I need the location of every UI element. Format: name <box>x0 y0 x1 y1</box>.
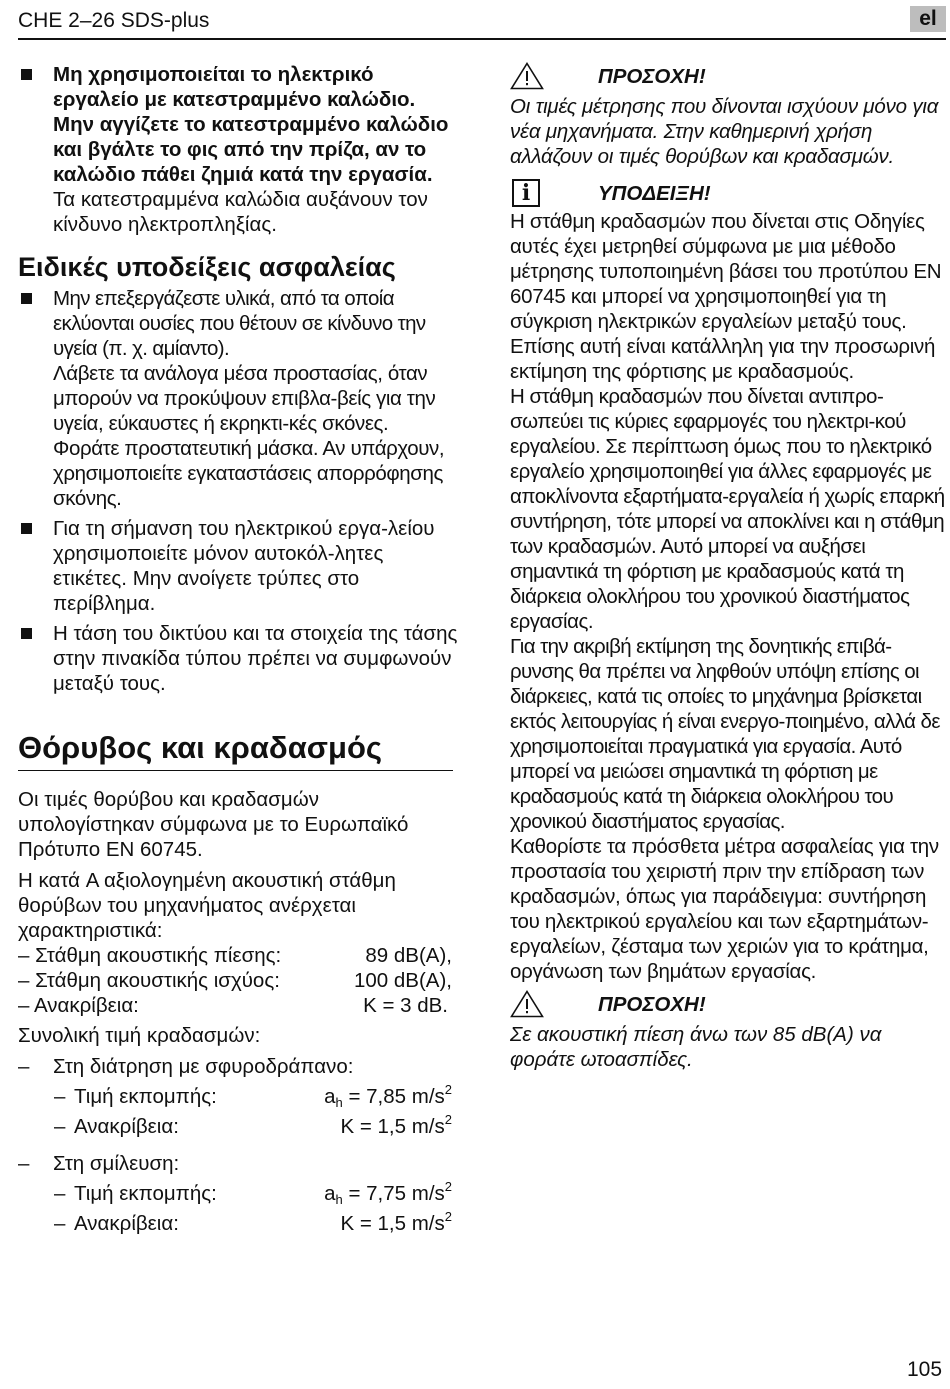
left-column <box>18 62 458 1236</box>
hazard-text-a: Μην επεξεργάζεστε υλικά, από τα οποία εκλύονται ουσίες που θέτουν σε κίνδυνο την υγεία (π. χ. αμίαντο). <box>53 287 426 360</box>
note-paragraph-1: Η στάθμη κραδασμών που δίνεται στις Οδηγίες αυτές έχει μετρηθεί σύμφωνα με μια μέθοδο μέτρησης τυποποιημένη βάσει του προτύπου EN 60745 και μπορεί να χρησιμοποιηθεί για τη σύγκριση ηλεκτρικών εργαλείων μεταξύ τους. Επίσης αυτή είναι κατάλληλη για την προσωρινή εκτίμηση της φόρτισης με κραδασμούς. <box>510 210 942 383</box>
dash: – <box>18 1152 30 1175</box>
noise-row-value: K = 3 dB. <box>363 994 448 1017</box>
dash: – <box>54 1085 66 1108</box>
language-badge: el <box>910 6 946 32</box>
dash: – <box>18 1055 30 1078</box>
vibration-row-emission <box>18 1181 458 1206</box>
vibration-row-label: Ανακρίβεια: <box>74 1212 179 1235</box>
bullet-square-icon <box>21 69 32 80</box>
caution-title: ΠΡΟΣΟΧΗ! <box>598 65 706 88</box>
warning-triangle-icon <box>510 62 544 90</box>
noise-row-label: – Στάθμη ακουστικής ισχύος: <box>18 969 280 992</box>
heading-special-safety: Ειδικές υποδείξεις ασφαλείας <box>18 252 396 282</box>
document-title: CHE 2–26 SDS-plus <box>18 9 210 32</box>
caution-header <box>510 62 948 92</box>
dash: – <box>54 1115 66 1138</box>
vibration-group-chiselling <box>18 1151 458 1176</box>
vibration-row-value: $a_h = 7,75$ $m/s^2$ <box>324 1179 452 1207</box>
dash: – <box>54 1182 66 1205</box>
page-number: 105 <box>907 1358 943 1381</box>
noise-level-paragraph: Η κατά A αξιολογημένη ακουστική στάθμη θορύβων του μηχανήματος ανέρχεται χαρακτηριστικά: <box>18 869 396 942</box>
bullet-square-icon <box>21 523 32 534</box>
vibration-group-hammer-drilling <box>18 1054 458 1079</box>
bullet-square-icon <box>21 628 32 639</box>
caution-title: ΠΡΟΣΟΧΗ! <box>598 993 706 1016</box>
caution-text-hearing: Σε ακουστική πίεση άνω των 85 dB(A) να φοράτε ωτοασπίδες. <box>510 1023 882 1071</box>
vibration-total-title: Συνολική τιμή κραδασμών: <box>18 1024 261 1047</box>
header-divider <box>18 38 946 40</box>
vibration-row-uncertainty <box>18 1114 458 1139</box>
vibration-row-value: K = 1,5 $m/s^2$ <box>340 1112 452 1138</box>
noise-row-uncertainty <box>18 993 458 1018</box>
noise-row-label: – Στάθμη ακουστικής πίεσης: <box>18 944 282 967</box>
vibration-row-label: Τιμή εκπομπής: <box>74 1085 217 1108</box>
note-paragraph-2: Η στάθμη κραδασμών που δίνεται αντιπρο-σωπεύει τις κύριες εφαρμογές του ηλεκτρι-κού εργαλείου. Σε περίπτωση όμως που το ηλεκτρικό εργαλείο χρησιμοποιηθεί για άλλες εφαρμογές με αποκλίνοντα εξαρτήματα-εργαλεία ή χωρίς επαρκή συντήρηση, τότε μπορεί να αποκλίνει και η στάθμη των κραδασμών. Αυτό μπορεί να αυξήσει σημαντικά τη φόρτιση με κραδασμούς κατά τη διάρκεια ολοκλήρου του χρονικού διαστήματος εργασίας. <box>510 385 945 633</box>
warning-bold-text: Μη χρησιμοποιείται το ηλεκτρικό εργαλείο με κατεστραμμένο καλώδιο. Μην αγγίζετε το κατεστραμμένο καλώδιο και βγάλτε το φις από την πρίζα, αν το καλώδιο πάθει ζημιά κατά την εργασία. <box>53 63 449 186</box>
bullet-labels <box>18 516 458 616</box>
warning-normal-text: Τα κατεστραμμένα καλώδια αυξάνουν τον κίνδυνο ηλεκτροπληξίας. <box>53 188 428 236</box>
note-title: ΥΠΟΔΕΙΞΗ! <box>598 182 711 205</box>
vibration-row-emission <box>18 1084 458 1109</box>
heading-noise-vibration: Θόρυβος και κραδασμός <box>18 730 383 765</box>
vibration-group-title: Στη διάτρηση με σφυροδράπανο: <box>53 1055 354 1078</box>
noise-row-label: – Ανακρίβεια: <box>18 994 139 1017</box>
vibration-row-label: Τιμή εκπομπής: <box>74 1182 217 1205</box>
note-header <box>510 179 948 209</box>
vibration-row-value: $a_h = 7,85$ $m/s^2$ <box>324 1082 452 1110</box>
voltage-text: Η τάση του δικτύου και τα στοιχεία της τάσης στην πινακίδα τύπου πρέπει να συμφωνούν μεταξύ τους. <box>53 622 458 695</box>
vibration-row-label: Ανακρίβεια: <box>74 1115 179 1138</box>
note-paragraph-3: Για την ακριβή εκτίμηση της δονητικής επιβά-ρυνσης θα πρέπει να ληφθούν υπόψη επίσης οι διάρκειες, κατά τις οποίες το μηχάνημα βρίσκεται εκτός λειτουργίας ή είναι ενεργο-ποιημένο, αλλά δε χρησιμοποιείται πραγματικά για εργασία. Αυτό μπορεί να μειώσει σημαντικά τη φόρτιση με κραδασμούς κατά τη διάρκεια ολοκλήρου του χρονικού διαστήματος εργασίας. <box>510 635 940 833</box>
noise-row-value: 100 dB(A), <box>354 969 452 992</box>
bullet-square-icon <box>21 293 32 304</box>
noise-row-value: 89 dB(A), <box>365 944 452 967</box>
caution-header-2 <box>510 990 948 1020</box>
vibration-group-title: Στη σμίλευση: <box>53 1152 180 1175</box>
noise-standard-paragraph: Οι τιμές θορύβου και κραδασμών υπολογίστηκαν σύμφωνα με το Ευρωπαϊκό Πρότυπο EN 60745. <box>18 788 409 861</box>
bullet-voltage <box>18 621 458 696</box>
section-divider <box>18 770 453 771</box>
warning-triangle-icon <box>510 990 544 1018</box>
vibration-row-value: K = 1,5 $m/s^2$ <box>340 1209 452 1235</box>
bullet-damaged-cable <box>18 62 458 237</box>
right-column <box>510 62 948 1072</box>
note-paragraph-4: Καθορίστε τα πρόσθετα μέτρα ασφαλείας για την προστασία του χειριστή πριν την επίδραση των κραδασμών, όπως για παράδειγμα: συντήρηση του ηλεκτρικού εργαλείου και των εξαρτημάτων-εργαλείων, ζέσταμα των χεριών για το κράτημα, οργάνωση των βημάτων εργασίας. <box>510 835 939 983</box>
dash: – <box>54 1212 66 1235</box>
noise-row-power <box>18 968 458 993</box>
noise-row-pressure <box>18 943 458 968</box>
hazard-text-b: Λάβετε τα ανάλογα μέσα προστασίας, όταν μπορούν να προκύψουν επιβλα-βείς για την υγεία, εύκαυστες ή εκρηκτι-κές σκόνες. Φοράτε προστατευτική μάσκα. Αν υπάρχουν, χρησιμοποιείτε εγκαταστάσεις απορρόφησης σκόνης. <box>53 362 445 510</box>
bullet-hazardous-materials <box>18 286 458 511</box>
info-icon: i <box>512 179 540 207</box>
caution-text: Οι τιμές μέτρησης που δίνονται ισχύουν μόνο για νέα μηχανήματα. Στην καθημερινή χρήση αλλάζουν οι τιμές θορύβων και κραδασμών. <box>510 95 939 168</box>
vibration-row-uncertainty <box>18 1211 458 1236</box>
labels-text: Για τη σήμανση του ηλεκτρικού εργα-λείου χρησιμοποιείτε μόνον αυτοκόλ-λητες ετικέτες. Μην ανοίγετε τρύπες στο περίβλημα. <box>53 517 435 615</box>
